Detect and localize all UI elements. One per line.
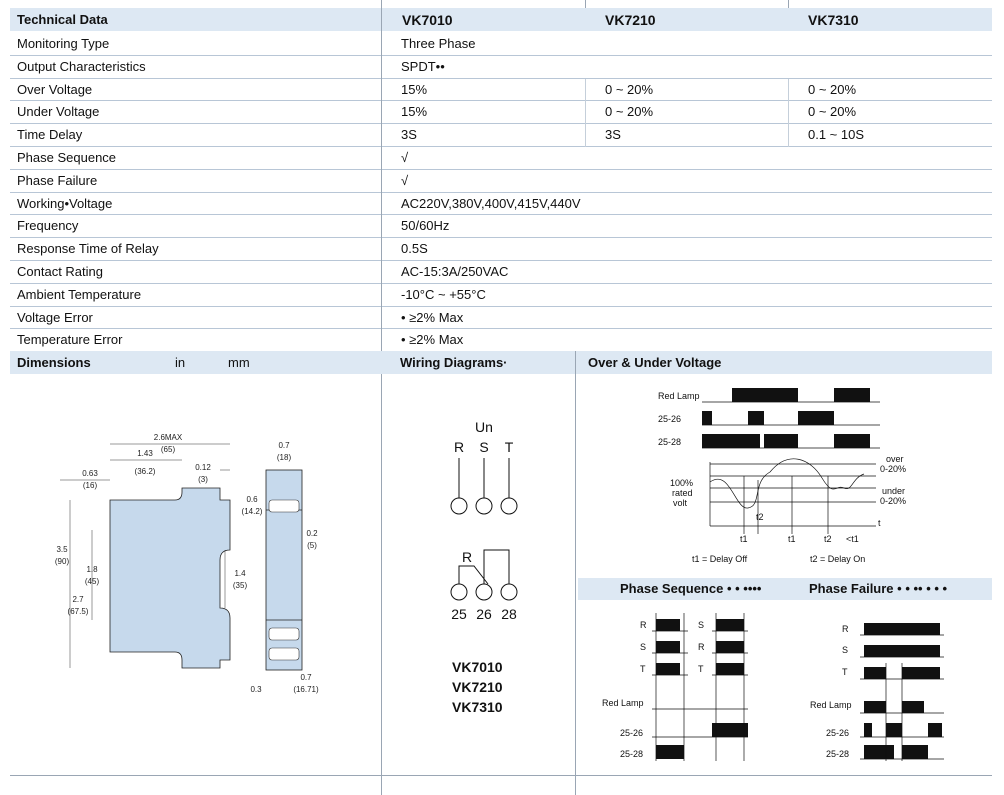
- ou-t-axis: t: [878, 518, 881, 528]
- ps-red-lamp: Red Lamp: [602, 698, 644, 708]
- row-value-vk7010: • ≥2% Max: [401, 332, 464, 348]
- ps-right-s: S: [698, 620, 705, 630]
- pf-label-25-26: 25-26: [826, 728, 850, 738]
- row-label: Contact Rating: [17, 264, 103, 279]
- ps-right-t: T: [698, 664, 704, 674]
- phase-failure-chart: [800, 605, 990, 765]
- over-under-title: Over & Under Voltage: [588, 355, 722, 370]
- ps-right-r: R: [698, 642, 705, 652]
- cell-divider: [788, 101, 789, 124]
- row-value-vk7010: • ≥2% Max: [401, 309, 464, 325]
- pf-label-s: S: [842, 645, 849, 655]
- dim-143: 1.43: [137, 449, 153, 458]
- row-label: Voltage Error: [17, 309, 93, 325]
- row-value-vk7010: -10°C ~ +55°C: [401, 286, 486, 302]
- phase-failure-title: Phase Failure • • •• • • •: [809, 581, 948, 596]
- device-side-outline: [110, 488, 230, 668]
- row-value-vk7310: 0.1 ~ 10S: [808, 127, 865, 143]
- phase-sequence-chart: [596, 605, 766, 765]
- dim-27-mm: (67.5): [67, 607, 89, 616]
- row-value-vk7210: 0 ~ 20%: [605, 81, 654, 97]
- dim-side-02: 0.2: [306, 529, 318, 538]
- phase-sequence-title: Phase Sequence • • ••••: [620, 581, 762, 596]
- ps-25-28: 25-28: [620, 749, 644, 759]
- row-separator: [10, 146, 992, 147]
- ou-row-red-lamp: Red Lamp: [658, 391, 700, 401]
- ou-mark-t2b: t2: [824, 534, 832, 544]
- row-label: Phase Failure: [17, 172, 98, 188]
- row-label: Output Characteristics: [17, 58, 146, 74]
- row-label: Over Voltage: [17, 81, 93, 97]
- dim-side-06-mm: (14.2): [241, 507, 263, 516]
- ou-rated-100: 100%: [670, 478, 694, 488]
- row-separator: [10, 214, 992, 215]
- ou-mark-t2a: t2: [756, 512, 764, 522]
- row-value-vk7010: 0.5S: [401, 241, 428, 257]
- cell-divider: [585, 101, 586, 124]
- row-separator: [10, 283, 992, 284]
- ou-legend-t2: t2 = Delay On: [810, 554, 866, 564]
- wiring-un-label: Un: [475, 419, 493, 435]
- ou-rated-volt: volt: [673, 498, 688, 508]
- dim-bottom-07: 0.7: [300, 673, 312, 682]
- row-separator: [10, 100, 992, 101]
- row-value-vk7010: √: [401, 172, 409, 188]
- row-separator: [10, 260, 992, 261]
- dim-143-mm: (36.2): [134, 467, 156, 476]
- table-header-label: Technical Data: [17, 12, 108, 27]
- wiring-phase-t: T: [504, 439, 514, 455]
- ps-left-s: S: [640, 642, 647, 652]
- cell-divider: [788, 124, 789, 147]
- model-header-vk7010: VK7010: [402, 12, 453, 28]
- row-label: Response Time of Relay: [17, 241, 159, 257]
- row-value-vk7010: 15%: [401, 81, 428, 97]
- row-label: Frequency: [17, 218, 79, 234]
- row-label: Phase Sequence: [17, 150, 117, 165]
- row-label: Time Delay: [17, 127, 83, 143]
- row-separator: [10, 237, 992, 238]
- cell-divider: [585, 79, 586, 102]
- dim-total-width-mm: (65): [160, 445, 176, 454]
- ou-under-label: under: [882, 486, 906, 496]
- ou-mark-t1b: t1: [788, 534, 796, 544]
- dimensions-unit-mm: mm: [228, 355, 250, 370]
- wiring-model-vk7010: VK7010: [452, 659, 503, 675]
- cell-divider: [788, 79, 789, 102]
- ou-mark-t1a: t1: [740, 534, 748, 544]
- wiring-terminal-25: 25: [451, 606, 467, 622]
- dim-bottom-03: 0.3: [250, 685, 262, 694]
- over-under-chart: [640, 380, 907, 570]
- row-value-vk7010: 3S: [401, 127, 417, 143]
- row-separator: [10, 169, 992, 170]
- ou-under-range: 0-20%: [880, 496, 907, 506]
- dimensions-title: Dimensions: [17, 355, 91, 370]
- ps-left-r: R: [640, 620, 647, 630]
- row-separator: [10, 328, 992, 329]
- row-separator: [10, 306, 992, 307]
- row-label: Working•Voltage: [17, 195, 113, 211]
- model-header-vk7210: VK7210: [605, 12, 656, 28]
- wiring-terminal-26: 26: [476, 606, 492, 622]
- dim-total-width: 2.6MAX: [153, 433, 183, 442]
- dim-012-mm: (3): [198, 475, 208, 484]
- row-label: Temperature Error: [17, 332, 123, 348]
- row-value-vk7310: 0 ~ 20%: [808, 81, 857, 97]
- section-divider: [575, 351, 576, 795]
- row-value-vk7010: Three Phase: [401, 36, 476, 51]
- dim-012: 0.12: [195, 463, 211, 472]
- dim-14: 1.4: [234, 569, 246, 578]
- dimensions-unit-in: in: [175, 355, 186, 370]
- row-label: Monitoring Type: [17, 36, 110, 51]
- dim-bottom-07-mm: (16.71): [293, 685, 319, 694]
- row-value-vk7010: √: [401, 150, 409, 165]
- dim-side-07: 0.7: [278, 441, 290, 450]
- dim-18-mm: (45): [84, 577, 100, 586]
- row-separator: [10, 78, 992, 79]
- wiring-relay-label: R: [461, 549, 473, 565]
- ou-over-label: over: [886, 454, 904, 464]
- row-separator: [10, 55, 992, 56]
- row-separator: [10, 192, 992, 193]
- row-value-vk7010: 15%: [401, 104, 428, 120]
- dim-27: 2.7: [72, 595, 84, 604]
- dim-18: 1.8: [86, 565, 98, 574]
- dim-063-mm: (16): [82, 481, 98, 490]
- row-value-vk7010: AC220V,380V,400V,415V,440V: [401, 195, 581, 211]
- row-separator: [10, 123, 992, 124]
- row-label: Ambient Temperature: [17, 286, 142, 302]
- wiring-phase-s: S: [479, 439, 489, 455]
- dim-063: 0.63: [82, 469, 98, 478]
- pf-label-r: R: [842, 624, 849, 634]
- dim-35: 3.5: [56, 545, 68, 554]
- row-value-vk7010: SPDT••: [401, 58, 445, 74]
- wiring-terminal-28: 28: [501, 606, 517, 622]
- header-divider: [585, 0, 586, 8]
- ou-row-25-28: 25-28: [658, 437, 682, 447]
- column-divider: [381, 0, 382, 795]
- dim-35-mm: (90): [54, 557, 70, 566]
- model-header-vk7310: VK7310: [808, 12, 859, 28]
- ou-over-range: 0-20%: [880, 464, 907, 474]
- cell-divider: [585, 124, 586, 147]
- ou-rated-label: rated: [672, 488, 693, 498]
- pf-label-25-28: 25-28: [826, 749, 850, 759]
- pf-label-t: T: [842, 667, 848, 677]
- wiring-title: Wiring Diagrams·: [400, 355, 508, 370]
- row-value-vk7010: 50/60Hz: [401, 218, 450, 234]
- ou-legend-t1: t1 = Delay Off: [692, 554, 748, 564]
- ps-25-26: 25-26: [620, 728, 644, 738]
- wiring-model-vk7310: VK7310: [452, 699, 503, 715]
- row-value-vk7210: 0 ~ 20%: [605, 104, 654, 120]
- header-divider: [788, 0, 789, 8]
- row-label: Under Voltage: [17, 104, 100, 120]
- pf-label-red-lamp: Red Lamp: [810, 700, 852, 710]
- ou-row-25-26: 25-26: [658, 414, 682, 424]
- wiring-diagram: [430, 410, 560, 720]
- dim-side-07-mm: (18): [276, 453, 292, 462]
- dim-14-mm: (35): [232, 581, 248, 590]
- ps-left-t: T: [640, 664, 646, 674]
- dim-side-06: 0.6: [246, 495, 258, 504]
- row-value-vk7210: 3S: [605, 127, 621, 143]
- dim-side-02-mm: (5): [307, 541, 317, 550]
- row-value-vk7310: 0 ~ 20%: [808, 104, 857, 120]
- wiring-phase-r: R: [453, 439, 465, 455]
- bottom-rule: [10, 775, 992, 776]
- wiring-model-vk7210: VK7210: [452, 679, 503, 695]
- ou-mark-lt1: <t1: [846, 534, 859, 544]
- dimensions-drawing: [40, 430, 370, 700]
- row-value-vk7010: AC-15:3A/250VAC: [401, 264, 509, 279]
